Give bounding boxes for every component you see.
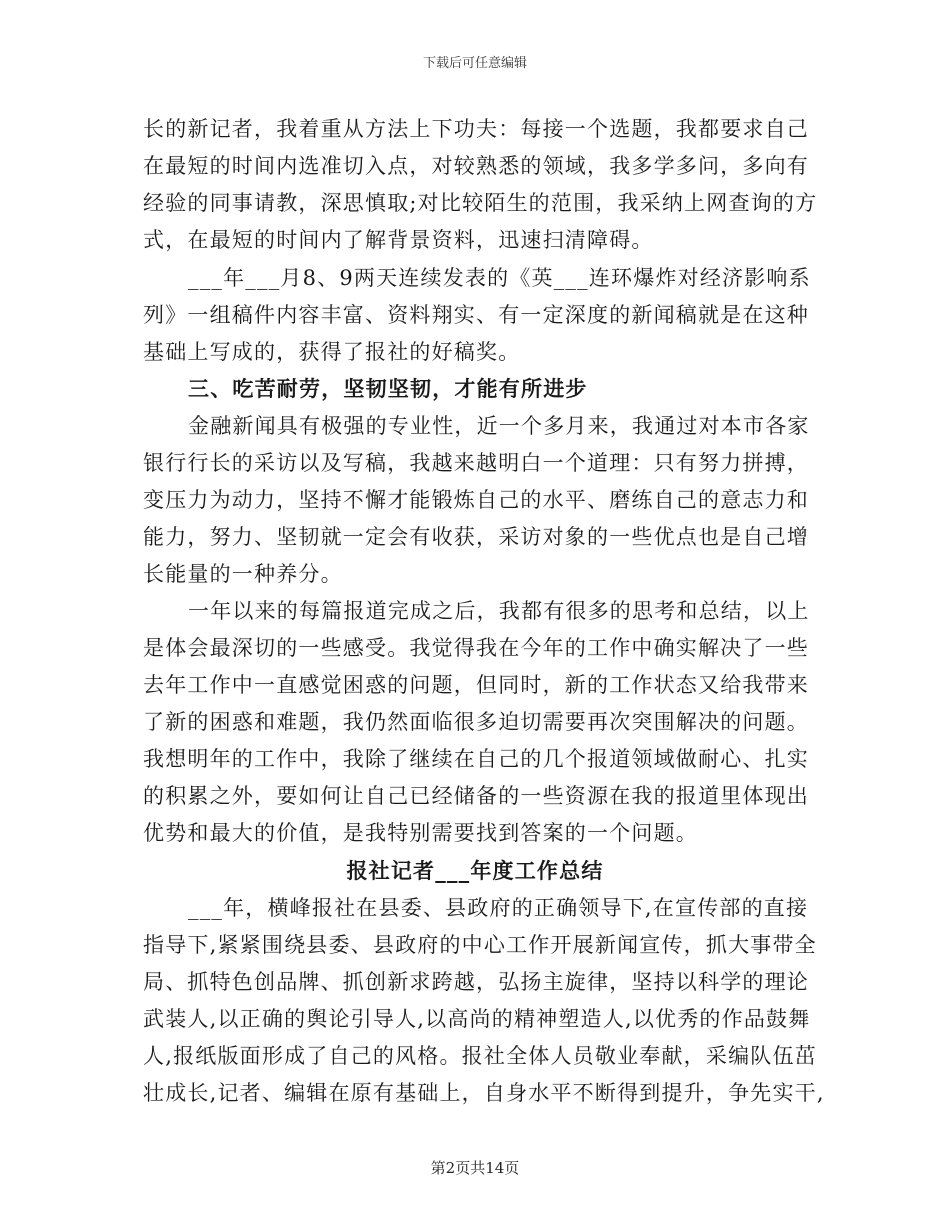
text-line: 武装人,以正确的舆论引导人,以高尚的精神塑造人,以优秀的作品鼓舞 <box>143 1007 811 1031</box>
text-line: 银行行长的采访以及写稿，我越来越明白一个道理：只有努力拼搏， <box>143 451 809 475</box>
text-line: 是体会最深切的一些感受。我觉得我在今年的工作中确实解决了一些 <box>143 636 809 660</box>
text-line: 在最短的时间内选准切入点，对较熟悉的领域，我多学多问，多向有 <box>143 154 809 178</box>
text-line: ___年___月8、9两天连续发表的《英___连环爆炸对经济影响系 <box>188 266 811 290</box>
text-line: 我想明年的工作中，我除了继续在自己的几个报道领域做耐心、扎实 <box>143 747 809 771</box>
text-line: 长的新记者，我着重从方法上下功夫：每接一个选题，我都要求自己 <box>143 117 809 141</box>
text-line: 壮成长,记者、编辑在原有基础上，自身水平不断得到提升，争先实干, <box>143 1081 825 1105</box>
text-line: 变压力为动力，坚持不懈才能锻炼自己的水平、磨练自己的意志力和 <box>143 488 809 512</box>
text-line: 指导下,紧紧围绕县委、县政府的中心工作开展新闻宣传，抓大事带全 <box>143 933 817 957</box>
text-line: 基础上写成的，获得了报社的好稿奖。 <box>143 340 521 364</box>
page-footer: 第2页共14页 <box>430 1159 520 1177</box>
text-line: 一年以来的每篇报道完成之后，我都有很多的思考和总结，以上 <box>188 599 810 623</box>
text-line: 能力，努力、坚韧就一定会有收获，采访对象的一些优点也是自己增 <box>143 525 809 549</box>
text-line: 去年工作中一直感觉困惑的问题，但同时，新的工作状态又给我带来 <box>143 673 809 697</box>
text-line: 式，在最短的时间内了解背景资料，迅速扫清障碍。 <box>143 228 654 252</box>
page-header: 下载后可任意编辑 <box>422 56 527 71</box>
text-line: ___年，横峰报社在县委、县政府的正确领导下,在宣传部的直接 <box>188 896 809 920</box>
text-line: 经验的同事请教，深思慎取;对比较陌生的范围，我采纳上网查询的方 <box>143 191 818 215</box>
text-line: 金融新闻具有极强的专业性，近一个多月来，我通过对本市各家 <box>188 414 810 438</box>
text-line: 的积累之外，要如何让自己已经储备的一些资源在我的报道里体现出 <box>143 784 809 808</box>
text-line: 局、抓特色创品牌、抓创新求跨越，弘扬主旋律，坚持以科学的理论 <box>143 970 809 994</box>
document-title: 报社记者___年度工作总结 <box>346 858 604 883</box>
text-line: 长能量的一种养分。 <box>143 562 343 586</box>
text-line: 了新的困惑和难题，我仍然面临很多迫切需要再次突围解决的问题。 <box>143 710 809 734</box>
text-line: 人,报纸版面形成了自己的风格。报社全体人员敬业奉献，采编队伍茁 <box>143 1044 817 1068</box>
text-line: 列》一组稿件内容丰富、资料翔实、有一定深度的新闻稿就是在这种 <box>143 303 809 327</box>
section-heading: 三、吃苦耐劳，坚韧坚韧，才能有所进步 <box>188 376 588 401</box>
text-line: 优势和最大的价值，是我特别需要找到答案的一个问题。 <box>143 821 698 845</box>
